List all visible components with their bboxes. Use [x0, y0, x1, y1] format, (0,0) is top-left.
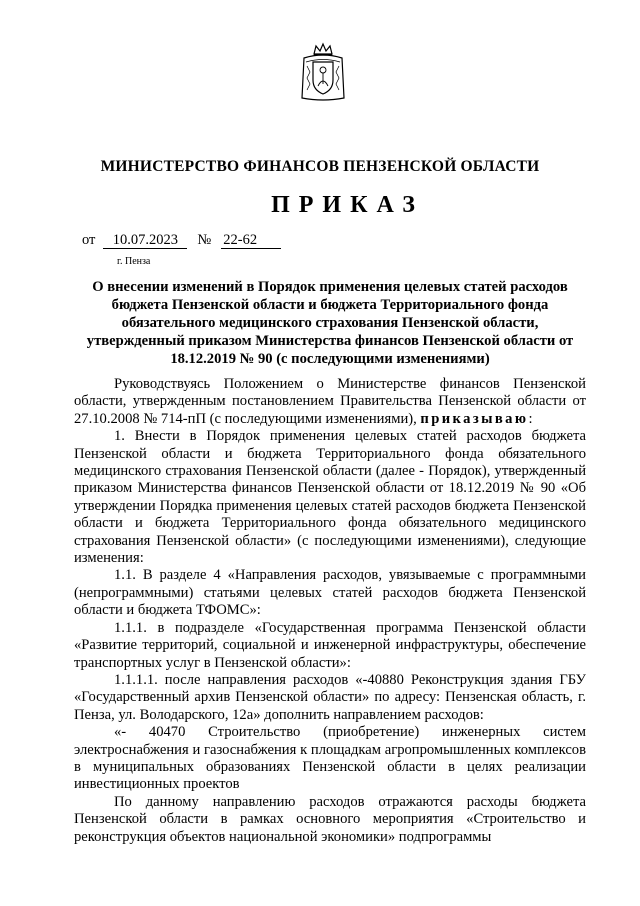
- paragraph-1-1-1: 1.1.1. в подразделе «Государственная программа Пензенской области «Развитие территорий, социальной и инженерной инфраструктуры, обеспечение транспортных услуг в Пензенской области»:: [74, 619, 586, 671]
- date-prefix: от: [82, 232, 96, 248]
- document-subject: О внесении изменений в Порядок применения целевых статей расходов бюджета Пензенской области и бюджета Территориального фонда обязательного медицинского страхования Пензенской области, утвержденный приказом Министерства финансов Пензенской области от 18.12.2019 № 90 (с последующими изменениями): [86, 279, 574, 367]
- ministry-name: МИНИСТЕРСТВО ФИНАНСОВ ПЕНЗЕНСКОЙ ОБЛАСТИ: [100, 158, 540, 175]
- document-type-title: ПРИКАЗ: [271, 192, 424, 218]
- order-date: 10.07.2023: [103, 232, 187, 249]
- city-label: г. Пенза: [117, 256, 151, 267]
- order-number: 22-62: [221, 232, 281, 249]
- paragraph-1: 1. Внести в Порядок применения целевых статей расходов бюджета Пензенской области и бюджета Территориального фонда обязательного медицинского страхования Пензенской области (далее - Порядок), утвержденный приказом Министерства финансов Пензенской области от 18.12.2019 № 90 «Об утверждении Порядка применения целевых статей расходов бюджета Пензенской области и бюджета Территориального фонда обязательного медицинского страхования Пензенской области» (с последующими изменениями), следующие изменения:: [74, 428, 586, 567]
- paragraph-direction-description: По данному направлению расходов отражаются расходы бюджета Пензенской области в рамках основного мероприятия «Строительство и реконструкция объектов национальной экономики» подпрограммы: [74, 793, 586, 845]
- preamble-text: Руководствуясь Положением о Министерстве финансов Пензенской области, утвержденным постановлением Правительства Пензенской области от 27.10.2008 № 714-пП (с последующими изменениями),: [74, 376, 586, 427]
- number-sign: №: [197, 232, 212, 248]
- paragraph-new-direction: «- 40470 Строительство (приобретение) инженерных систем электроснабжения и газоснабжения к площадкам агропромышленных комплексов в муниципальных образованиях Пензенской области в целях реализации инвестиционных проектов: [74, 724, 586, 793]
- paragraph-1-1: 1.1. В разделе 4 «Направления расходов, увязываемые с программными (непрограммными) статьями целевых статей расходов бюджета Пензенской области и бюджета ТФОМС»:: [74, 567, 586, 619]
- document-body: [74, 376, 586, 846]
- coat-of-arms-icon: [298, 42, 348, 104]
- paragraph-1-1-1-1: 1.1.1.1. после направления расходов «-40880 Реконструкция здания ГБУ «Государственный архив Пензенской области» по адресу: Пензенская область, г. Пенза, ул. Володарского, 12а» дополнить направлением расходов:: [74, 671, 586, 723]
- preamble-end: :: [528, 410, 533, 427]
- paragraph-preamble: [74, 376, 586, 428]
- order-word: приказываю: [420, 410, 529, 427]
- date-number-row: [82, 232, 281, 249]
